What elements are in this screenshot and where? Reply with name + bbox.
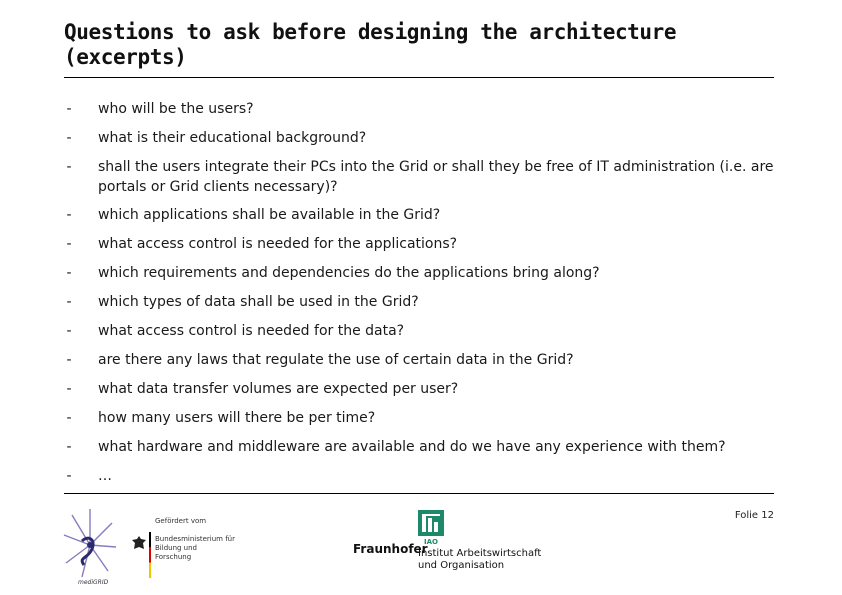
fraunhofer-wordmark: Fraunhofer [353,542,428,556]
sponsor-label: Gefördert vom [155,517,207,525]
ministry-name: Bundesministerium für Bildung und Forschung [155,535,235,561]
question-text: what hardware and middleware are available and do we have any experience with them? [98,439,726,455]
list-item [62,408,774,428]
slide-number: Folie 12 [734,510,774,521]
bullet-dash: - [66,207,72,223]
list-item [62,205,774,225]
slide-title: Questions to ask before designing the architecture (excerpts) [64,20,677,69]
bullet-dash: - [66,236,72,252]
list-item [62,350,774,370]
bullet-dash: - [66,439,72,455]
question-text: … [98,468,112,484]
list-item [62,234,774,254]
question-text: what access control is needed for the data? [98,323,405,339]
bullet-dash: - [66,381,72,397]
question-text: which types of data shall be used in the Grid? [98,294,419,310]
question-text: what access control is needed for the applications? [98,236,458,252]
bullet-dash: - [66,352,72,368]
bullet-dash: - [66,468,72,484]
footer-divider [64,493,774,494]
bullet-dash: - [66,323,72,339]
list-item [62,466,774,486]
question-text: how many users will there be per time? [98,410,376,426]
question-text: are there any laws that regulate the use of certain data in the Grid? [98,352,574,368]
bullet-dash: - [66,130,72,146]
bullet-dash: - [66,265,72,281]
list-item [62,128,774,148]
federal-eagle-icon [131,535,147,553]
list-item [62,292,774,312]
fraunhofer-logo-icon [418,510,444,536]
title-divider [64,77,774,78]
bullet-dash: - [66,159,72,175]
medigrid-logo [60,505,120,590]
bullet-dash: - [66,410,72,426]
iao-label: IAO [424,538,438,546]
list-item [62,157,774,197]
list-item [62,379,774,399]
question-text: what is their educational background? [98,130,367,146]
question-text: who will be the users? [98,101,254,117]
list-item [62,99,774,119]
list-item [62,321,774,341]
bullet-dash: - [66,101,72,117]
medigrid-logo-text: mediGRID [78,579,109,586]
german-flag-stripe [149,532,151,578]
question-text: shall the users integrate their PCs into the Grid or shall they be free of IT administration (i.e. are portals or Grid clients necessary)? [98,159,774,195]
question-text: what data transfer volumes are expected per user? [98,381,459,397]
question-text: which requirements and dependencies do the applications bring along? [98,265,600,281]
bullet-dash: - [66,294,72,310]
question-text: which applications shall be available in the Grid? [98,207,441,223]
institute-name: Institut Arbeitswirtschaft und Organisation [418,548,542,571]
question-list [62,99,774,495]
list-item [62,263,774,283]
list-item [62,437,774,457]
